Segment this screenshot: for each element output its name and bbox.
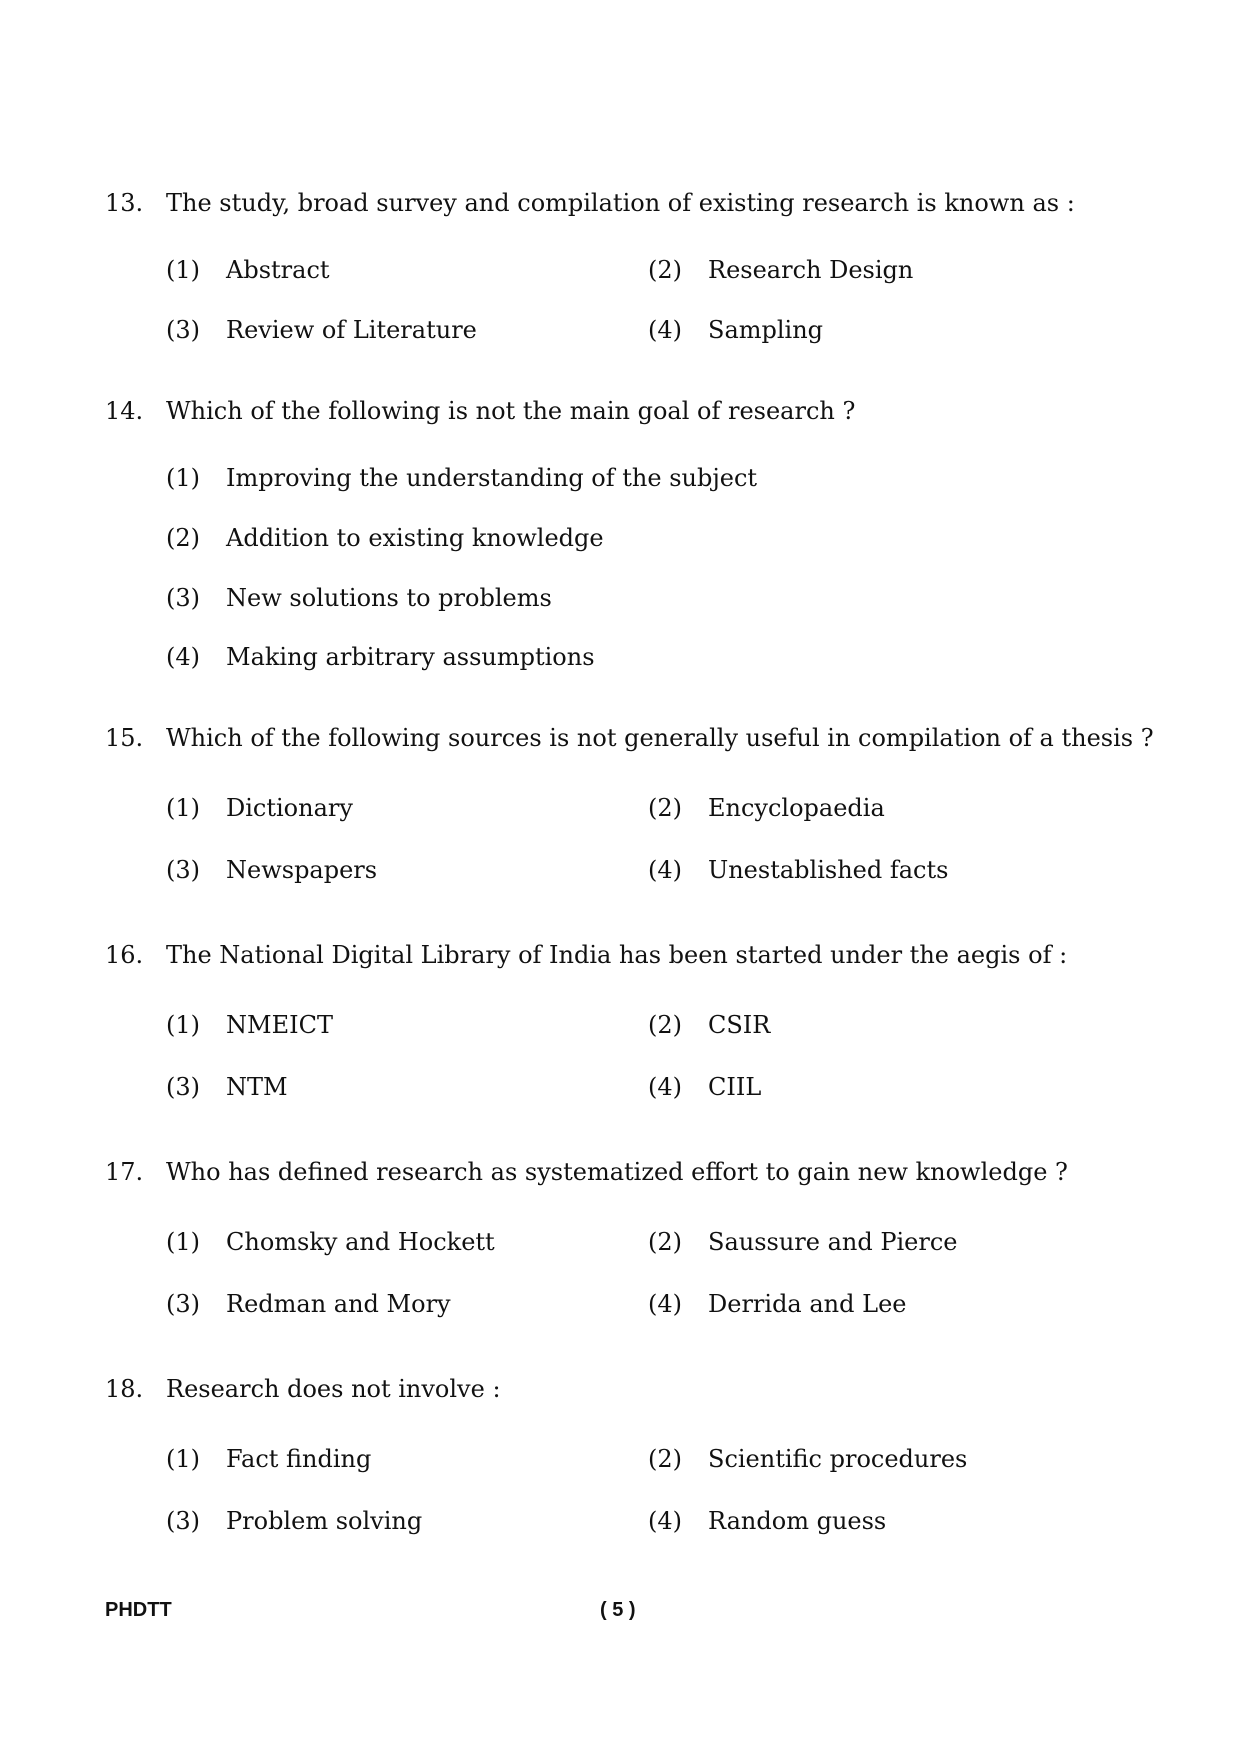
option-text: Unestablished facts [708,856,949,884]
option-text: Making arbitrary assumptions [226,643,595,671]
option-number: (1) [166,256,200,284]
option-text: Encyclopaedia [708,794,885,822]
option-text: Dictionary [226,794,353,822]
paper-code: PHDTT [105,1599,172,1621]
option-text: Improving the understanding of the subject [226,464,758,492]
option-number: (2) [648,1228,682,1256]
question-number: 15. [105,724,144,752]
option-number: (3) [166,1290,200,1318]
option-number: (4) [648,316,682,344]
option-number: (3) [166,1507,200,1535]
option-number: (1) [166,1445,200,1473]
question-number: 16. [105,941,144,969]
option-number: (3) [166,856,200,884]
option-number: (3) [166,316,200,344]
question-text: Who has defined research as systematized effort to gain new knowledge ? [166,1158,1068,1186]
option-text: Redman and Mory [226,1290,451,1318]
question-number: 18. [105,1375,144,1403]
option-number: (3) [166,584,200,612]
option-text: Abstract [226,256,330,284]
option-number: (4) [648,856,682,884]
option-text: Research Design [708,256,914,284]
option-text: Scientific procedures [708,1445,968,1473]
option-number: (4) [166,643,200,671]
option-text: Sampling [708,316,824,344]
question-number: 13. [105,189,144,217]
question-number: 14. [105,397,144,425]
question-text: The National Digital Library of India has been started under the aegis of : [166,941,1068,969]
option-number: (4) [648,1073,682,1101]
option-number: (4) [648,1290,682,1318]
option-number: (2) [648,1011,682,1039]
option-text: Chomsky and Hockett [226,1228,495,1256]
option-number: (3) [166,1073,200,1101]
option-number: (2) [648,794,682,822]
option-text: Fact finding [226,1445,372,1473]
question-text: Which of the following is not the main goal of research ? [166,397,856,425]
option-text: NTM [226,1073,288,1101]
option-number: (2) [166,524,200,552]
option-number: (4) [648,1507,682,1535]
option-text: Newspapers [226,856,378,884]
option-text: Derrida and Lee [708,1290,907,1318]
option-number: (1) [166,794,200,822]
page-number: ( 5 ) [600,1599,636,1621]
option-text: New solutions to problems [226,584,552,612]
option-number: (1) [166,464,200,492]
option-text: Review of Literature [226,316,477,344]
question-text: Which of the following sources is not generally useful in compilation of a thesis ? [166,724,1154,752]
option-number: (2) [648,1445,682,1473]
question-number: 17. [105,1158,144,1186]
question-text: The study, broad survey and compilation of existing research is known as : [166,189,1075,217]
option-text: NMEICT [226,1011,333,1039]
option-number: (2) [648,256,682,284]
option-text: CIIL [708,1073,762,1101]
option-text: Saussure and Pierce [708,1228,958,1256]
option-text: Addition to existing knowledge [226,524,604,552]
question-text: Research does not involve : [166,1375,501,1403]
option-text: Problem solving [226,1507,423,1535]
option-number: (1) [166,1228,200,1256]
option-text: CSIR [708,1011,771,1039]
option-text: Random guess [708,1507,887,1535]
option-number: (1) [166,1011,200,1039]
